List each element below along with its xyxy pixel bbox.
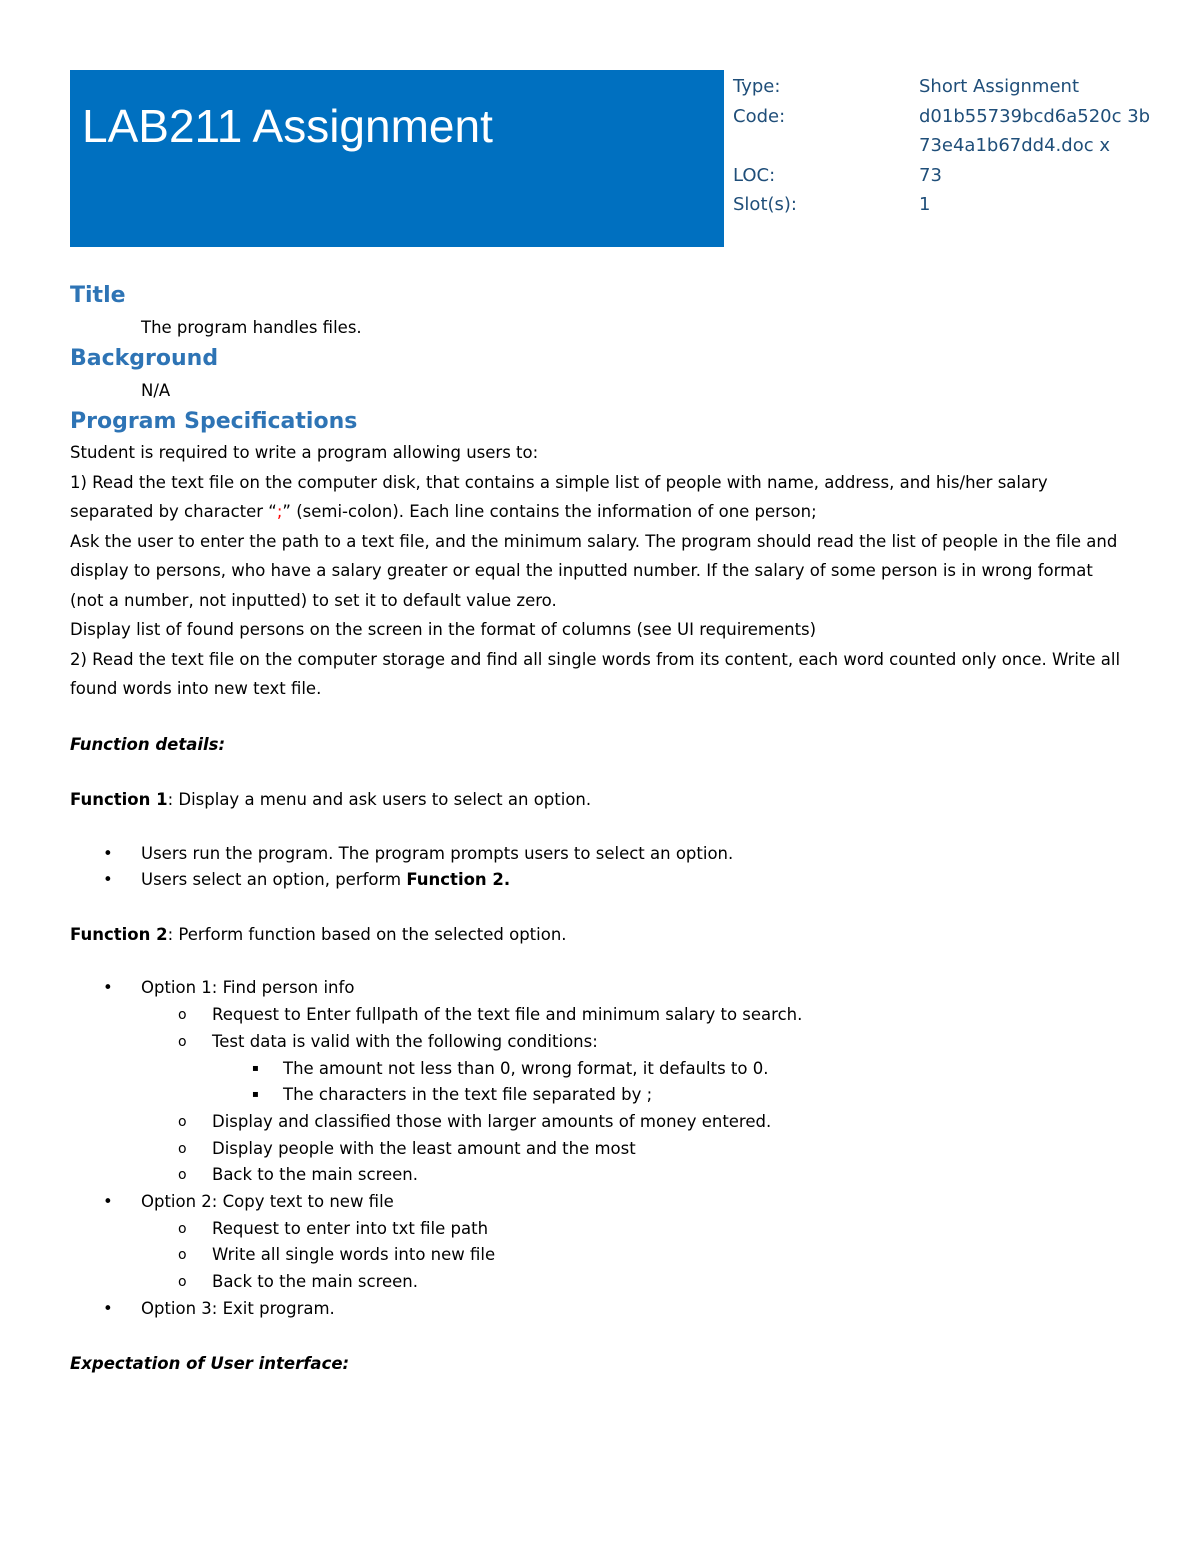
spec-heading: Program Specifications <box>70 409 358 434</box>
list-item-text: The characters in the text file separated by ; <box>283 1085 653 1105</box>
background-text: N/A <box>141 381 171 400</box>
list-item-text: Back to the main screen. <box>212 1165 419 1185</box>
list-item <box>70 975 1130 1189</box>
circle-bullet-icon: o <box>178 1140 187 1157</box>
option-2-list <box>141 1216 1130 1296</box>
list-item-text: The amount not less than 0, wrong format, it defaults to 0. <box>283 1058 769 1078</box>
spec-item-1 <box>70 468 1130 527</box>
circle-bullet-icon: o <box>178 1007 187 1024</box>
list-item <box>141 1002 1130 1029</box>
meta-row-loc <box>733 161 1173 191</box>
spec-intro: Student is required to write a program allowing users to: <box>70 443 539 462</box>
assignment-meta <box>733 72 1173 220</box>
meta-row-type <box>733 72 1173 102</box>
list-item-text: Write all single words into new file <box>212 1245 496 1265</box>
list-item <box>70 867 1130 894</box>
meta-label: Slot(s): <box>733 194 797 215</box>
list-item-text: Display and classified those with larger amounts of money entered. <box>212 1111 772 1131</box>
meta-value: 73 <box>919 164 942 186</box>
function-details-heading: Function details: <box>70 734 226 754</box>
list-item-text: Users select an option, perform <box>141 870 407 890</box>
list-item-text: Users run the program. The program prompts users to select an option. <box>141 843 734 863</box>
list-item <box>212 1082 1130 1109</box>
function-1 <box>70 785 1130 815</box>
circle-bullet-icon: o <box>178 1033 187 1050</box>
circle-bullet-icon: o <box>178 1167 187 1184</box>
meta-label: Type: <box>733 76 781 97</box>
meta-label: Code: <box>733 105 786 127</box>
spec-item-2: 2) Read the text file on the computer storage and find all single words from its content, each word counted only once. Write all found words into new text file. <box>70 649 1121 698</box>
list-item <box>141 1109 1130 1136</box>
ui-expectation-heading: Expectation of User interface: <box>70 1353 350 1373</box>
function-ref: Function 2. <box>406 870 511 890</box>
circle-bullet-icon: o <box>178 1274 187 1291</box>
meta-value: 1 <box>919 194 931 215</box>
bullet-icon: • <box>103 1192 113 1212</box>
square-bullet-icon: ▪ <box>252 1089 259 1101</box>
spec-text: ” (semi-colon). Each line contains the information of one person; <box>282 502 817 521</box>
list-item-text: Option 2: Copy text to new file <box>141 1192 394 1212</box>
list-item <box>141 1269 1130 1296</box>
option-1-list <box>141 1002 1130 1189</box>
meta-row-code <box>733 102 1173 161</box>
background-heading: Background <box>70 346 219 371</box>
meta-value: d01b55739bcd6a520c 3b73e4a1b67dd4.doc x <box>919 105 1151 156</box>
list-item-text: Back to the main screen. <box>212 1272 419 1292</box>
list-item <box>70 841 1130 868</box>
list-item <box>70 1189 1130 1296</box>
list-item <box>141 1029 1130 1109</box>
function-label: Function 1 <box>70 790 168 809</box>
function-2-list <box>70 975 1130 1322</box>
square-bullet-icon: ▪ <box>252 1062 259 1074</box>
circle-bullet-icon: o <box>178 1247 187 1264</box>
list-item-text: Test data is valid with the following conditions: <box>212 1031 598 1051</box>
document-title: LAB211 Assignment <box>82 100 493 152</box>
separator-char: ; <box>276 502 283 521</box>
bullet-icon: • <box>103 870 113 890</box>
title-text: The program handles files. <box>141 318 362 337</box>
circle-bullet-icon: o <box>178 1113 187 1130</box>
spec-paragraph: Ask the user to enter the path to a text file, and the minimum salary. The program should read the list of people in the file and display to persons, who have a salary greater or equal the inputted number. If the salary of some person is in wrong format (not a number, not inputted) to set it to default value zero. <box>70 531 1118 610</box>
spec-paragraph: Display list of found persons on the screen in the format of columns (see UI requirements) <box>70 620 817 639</box>
list-item <box>141 1136 1130 1163</box>
list-item <box>141 1216 1130 1243</box>
list-item-text: Request to enter into txt file path <box>212 1218 489 1238</box>
document-body <box>70 280 1130 1378</box>
list-item-text: Display people with the least amount and the most <box>212 1138 636 1158</box>
title-heading: Title <box>70 283 126 308</box>
bullet-icon: • <box>103 978 113 998</box>
function-text: : Display a menu and ask users to select an option. <box>167 790 592 809</box>
list-item-text: Option 3: Exit program. <box>141 1298 335 1318</box>
bullet-icon: • <box>103 1298 113 1318</box>
meta-value: Short Assignment <box>919 76 1080 97</box>
list-item-text: Option 1: Find person info <box>141 978 355 998</box>
spec-text: 1) Read the text file on the computer disk, that contains a simple list of people with name, address, and his/her salary separated by character “ <box>70 472 1048 521</box>
function-2 <box>70 920 1130 950</box>
meta-row-slots <box>733 190 1173 220</box>
list-item <box>141 1242 1130 1269</box>
circle-bullet-icon: o <box>178 1220 187 1237</box>
meta-label: LOC: <box>733 164 776 186</box>
bullet-icon: • <box>103 843 113 863</box>
list-item <box>70 1296 1130 1323</box>
function-1-list <box>70 841 1130 894</box>
title-banner <box>70 70 724 247</box>
list-item <box>212 1056 1130 1083</box>
list-item <box>141 1162 1130 1189</box>
function-label: Function 2 <box>70 924 168 944</box>
function-text: : Perform function based on the selected option. <box>167 924 567 944</box>
list-item-text: Request to Enter fullpath of the text file and minimum salary to search. <box>212 1005 803 1025</box>
conditions-list <box>212 1056 1130 1109</box>
